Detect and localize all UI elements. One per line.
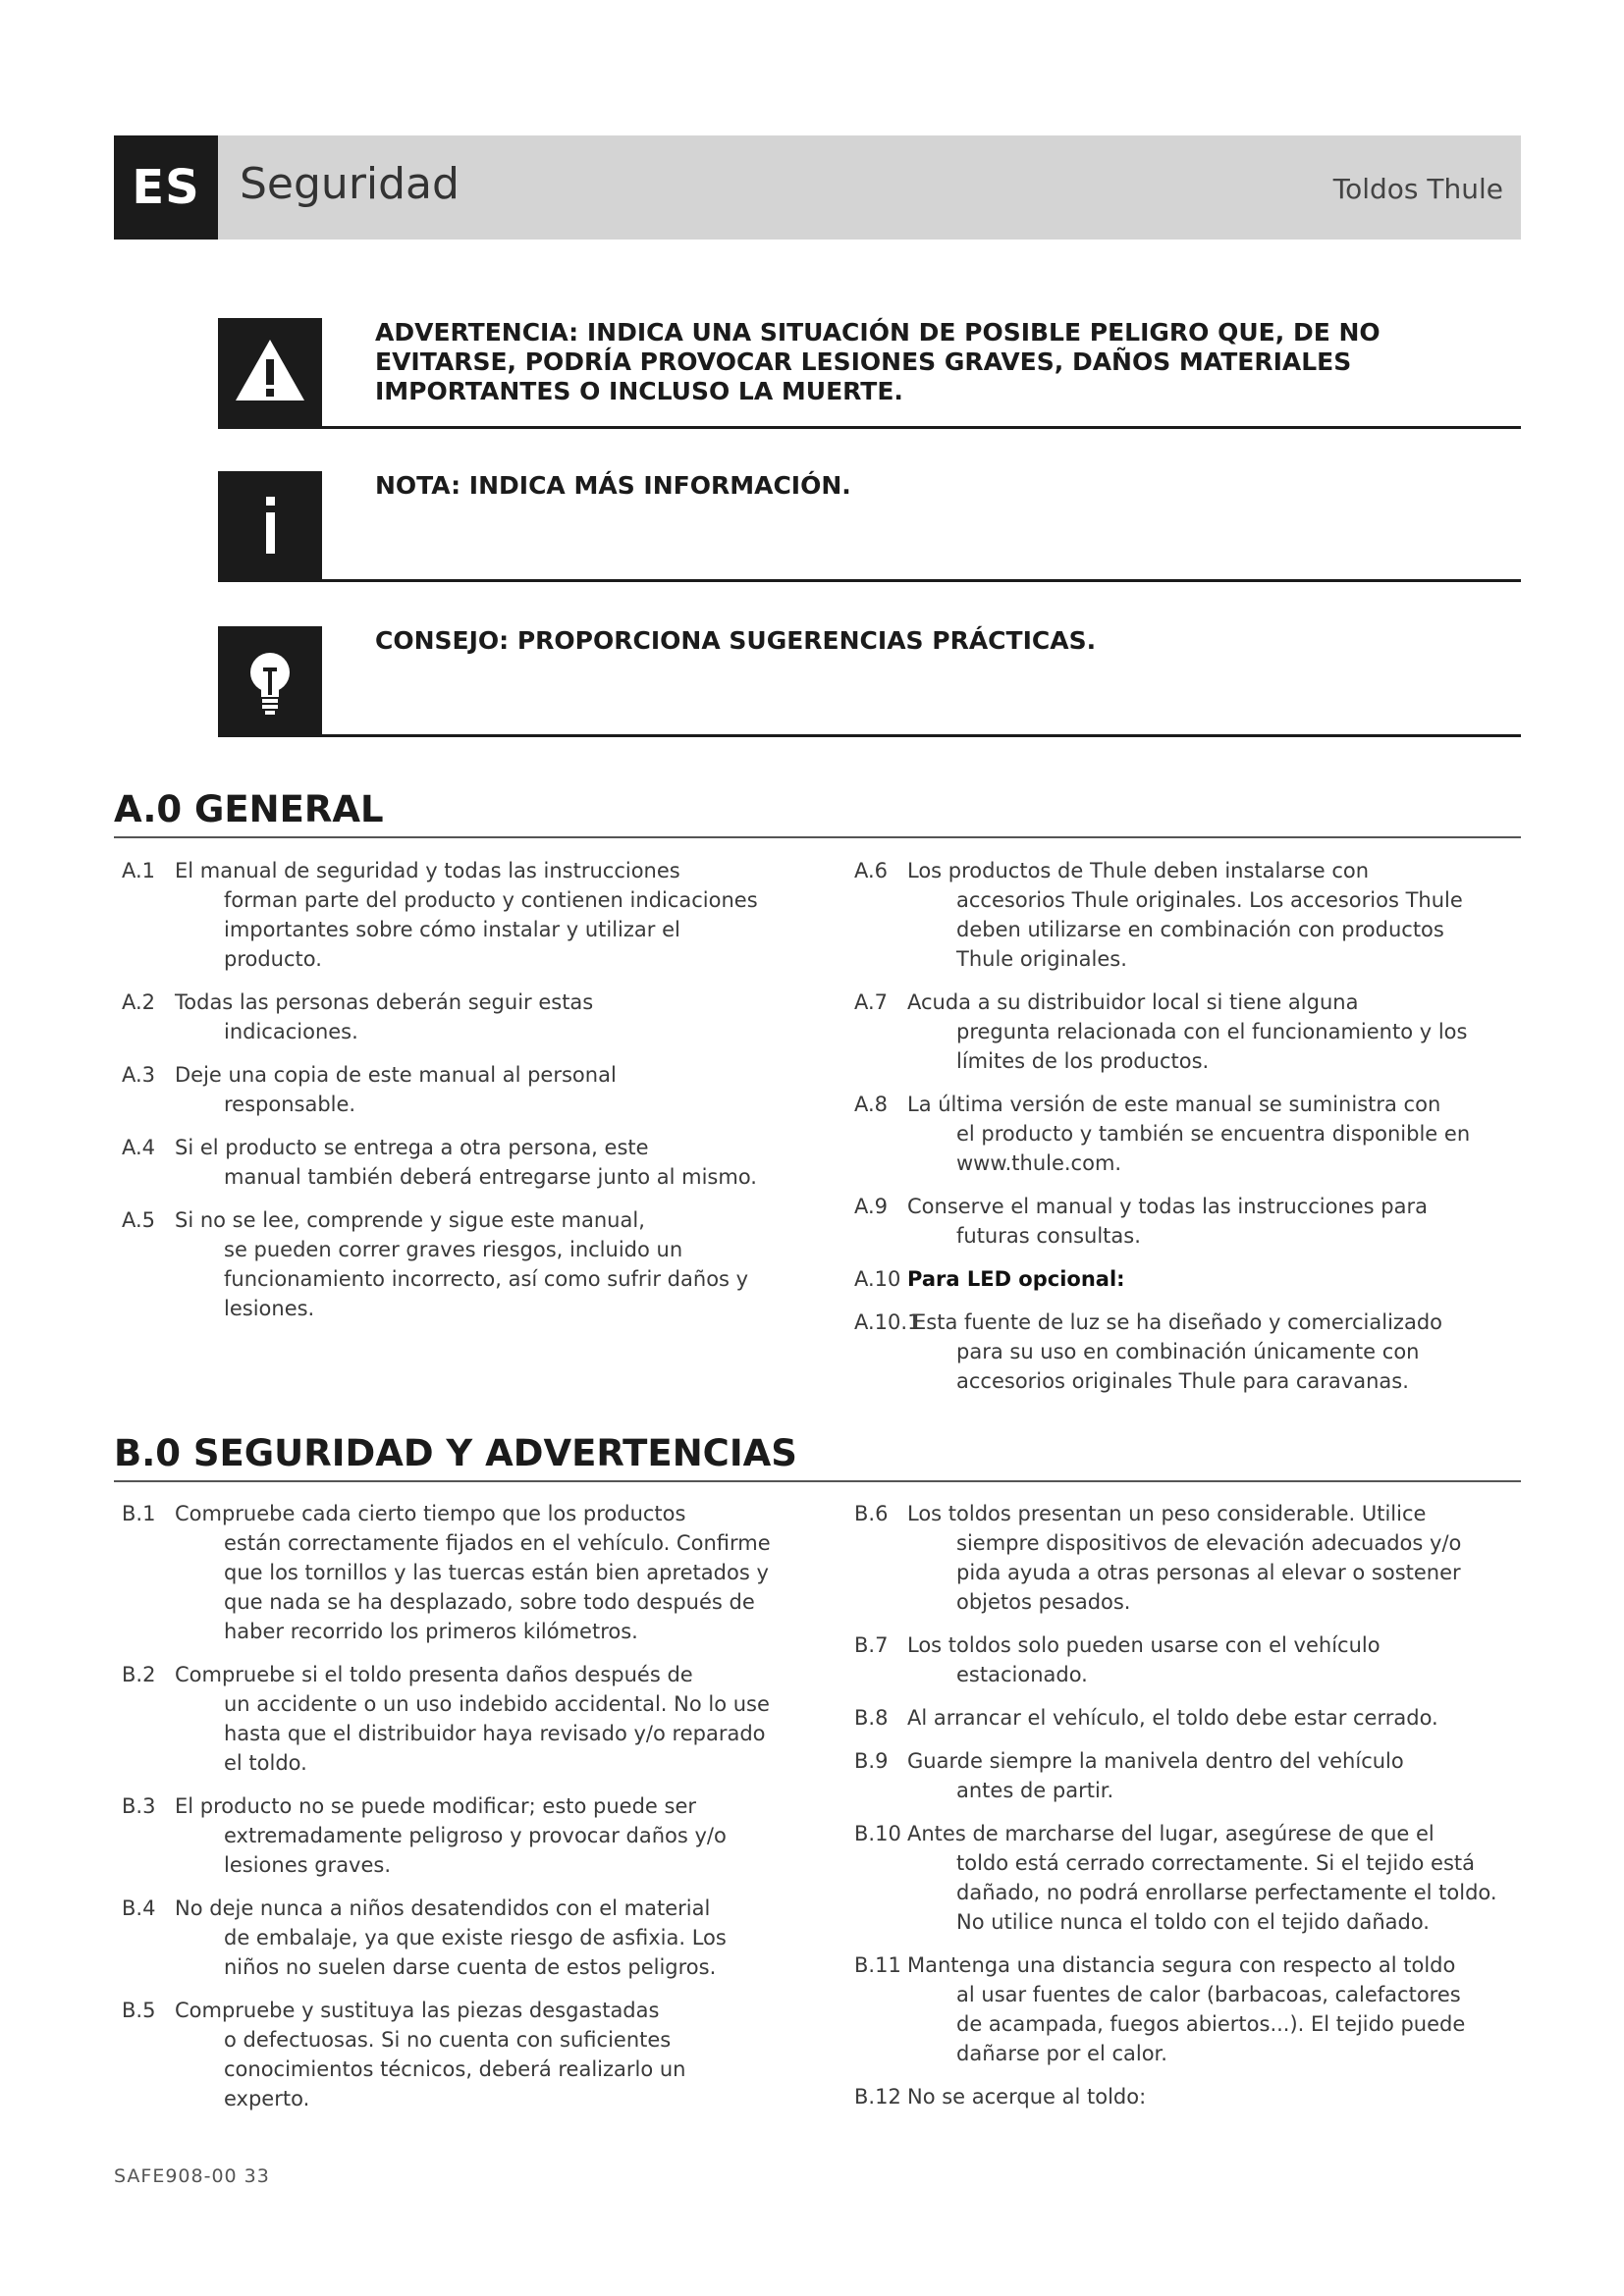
tip-text: CONSEJO: PROPORCIONA SUGERENCIAS PRÁCTICAS. [375,626,1097,655]
item-text-continuation: haber recorrido los primeros kilómetros. [224,1620,638,1643]
section-b-title: B.0 SEGURIDAD Y ADVERTENCIAS [114,1432,797,1474]
item-text-continuation: que los tornillos y las tuercas están bien apretados y [224,1561,769,1584]
item-text: El producto no se puede modificar; esto puede ser [175,1794,697,1818]
item-text: Acuda a su distribuidor local si tiene alguna [907,990,1359,1014]
item-number: B.2 [122,1663,156,1686]
list-item [854,856,1522,974]
item-text-continuation: el toldo. [224,1751,307,1775]
section-a-left-column [122,856,809,1337]
item-number: A.8 [854,1093,889,1116]
item-number: A.5 [122,1208,156,1232]
item-text-continuation: estacionado. [956,1663,1088,1686]
item-text: El manual de seguridad y todas las instrucciones [175,859,680,882]
section-b-right-column [854,1499,1522,2125]
list-item [122,856,809,974]
item-text-continuation: lesiones. [224,1297,315,1320]
item-text: Si no se lee, comprende y sigue este manual, [175,1208,645,1232]
list-item [854,1950,1522,2068]
tip-notice [218,626,1521,737]
item-text-continuation: extremadamente peligroso y provocar daños y/o [224,1824,727,1847]
item-text-continuation: accesorios originales Thule para caravanas. [956,1369,1409,1393]
item-text-continuation: toldo está cerrado correctamente. Si el tejido está [956,1851,1475,1875]
page-header [114,135,1521,240]
info-text: NOTA: INDICA MÁS INFORMACIÓN. [375,471,851,500]
list-item [122,1133,809,1192]
section-b-heading [114,1432,1521,1482]
item-number: A.3 [122,1063,156,1087]
list-item [122,1791,809,1880]
list-item [854,1090,1522,1178]
item-text-continuation: www.thule.com. [956,1151,1122,1175]
item-text-continuation: de acampada, fuegos abiertos...). El tejido puede [956,2012,1466,2036]
item-number: A.6 [854,859,889,882]
section-a-title: A.0 GENERAL [114,788,384,830]
item-text-continuation: límites de los productos. [956,1049,1210,1073]
item-text: Guarde siempre la manivela dentro del vehículo [907,1749,1404,1773]
item-text-continuation: accesorios Thule originales. Los accesorios Thule [956,888,1463,912]
item-number: B.4 [122,1896,156,1920]
item-text: Compruebe si el toldo presenta daños después de [175,1663,693,1686]
item-text-continuation: Thule originales. [956,947,1127,971]
item-number: B.9 [854,1749,889,1773]
item-text-continuation: No utilice nunca el toldo con el tejido dañado. [956,1910,1430,1934]
list-item [122,1660,809,1778]
info-notice [218,471,1521,582]
item-text: Los productos de Thule deben instalarse con [907,859,1370,882]
list-item [854,1499,1522,1617]
item-text-continuation: lesiones graves. [224,1853,392,1877]
list-item [854,988,1522,1076]
item-number: B.3 [122,1794,156,1818]
item-text-continuation: el producto y también se encuentra disponible en [956,1122,1471,1146]
item-text-continuation: indicaciones. [224,1020,358,1043]
item-text-continuation: dañado, no podrá enrollarse perfectamente el toldo. [956,1881,1497,1904]
item-text-continuation: pregunta relacionada con el funcionamiento y los [956,1020,1468,1043]
item-text: Mantenga una distancia segura con respecto al toldo [907,1953,1456,1977]
item-text: Esta fuente de luz se ha diseñado y comercializado [913,1310,1442,1334]
list-item [854,1630,1522,1689]
item-text-continuation: antes de partir. [956,1779,1114,1802]
list-item [122,1996,809,2113]
item-number: A.10.1 [854,1310,921,1334]
list-item [854,1819,1522,1937]
item-number: A.1 [122,859,156,882]
item-text-continuation: forman parte del producto y contienen indicaciones [224,888,758,912]
page-title: Seguridad [240,159,460,209]
product-name: Toldos Thule [1332,173,1503,205]
item-text-continuation: para su uso en combinación únicamente con [956,1340,1420,1363]
item-text-continuation: deben utilizarse en combinación con productos [956,918,1444,941]
item-text: No se acerque al toldo: [907,2085,1147,2109]
item-text-continuation: objetos pesados. [956,1590,1131,1614]
section-a-right-column [854,856,1522,1410]
lightbulb-icon [218,626,322,734]
item-text-continuation: dañarse por el calor. [956,2042,1167,2065]
item-text-continuation: importantes sobre cómo instalar y utilizar el [224,918,680,941]
item-text-continuation: que nada se ha desplazado, sobre todo después de [224,1590,755,1614]
warning-notice [218,318,1521,429]
item-text-continuation: un accidente o un uso indebido accidental. No lo use [224,1692,770,1716]
item-text-continuation: conocimientos técnicos, deberá realizarlo un [224,2057,686,2081]
item-text-continuation: manual también deberá entregarse junto al mismo. [224,1165,757,1189]
item-text-continuation: funcionamiento incorrecto, así como sufrir daños y [224,1267,749,1291]
item-text-continuation: se pueden correr graves riesgos, incluido un [224,1238,683,1261]
item-text: Los toldos presentan un peso considerable. Utilice [907,1502,1427,1525]
list-item [122,1205,809,1323]
item-number: B.10 [854,1822,901,1845]
language-badge: ES [114,135,218,240]
item-text: No deje nunca a niños desatendidos con el material [175,1896,711,1920]
item-text: Antes de marcharse del lugar, asegúrese de que el [907,1822,1435,1845]
item-text-continuation: al usar fuentes de calor (barbacoas, calefactores [956,1983,1461,2006]
section-b-left-column [122,1499,809,2127]
item-number: B.7 [854,1633,889,1657]
item-number: B.1 [122,1502,156,1525]
list-item [122,1499,809,1646]
item-text-continuation: producto. [224,947,322,971]
item-number: B.6 [854,1502,889,1525]
item-number: A.9 [854,1195,889,1218]
item-text: Compruebe y sustituya las piezas desgastadas [175,1999,660,2022]
item-text-continuation: siempre dispositivos de elevación adecuados y/o [956,1531,1462,1555]
item-text-continuation: de embalaje, ya que existe riesgo de asfixia. Los [224,1926,727,1949]
item-text-continuation: o defectuosas. Si no cuenta con suficientes [224,2028,672,2052]
item-number: A.2 [122,990,156,1014]
item-number: B.12 [854,2085,901,2109]
item-text-continuation: hasta que el distribuidor haya revisado y/o reparado [224,1722,766,1745]
warning-icon [218,318,322,426]
item-text: Para LED opcional: [907,1267,1125,1291]
item-text: Deje una copia de este manual al personal [175,1063,617,1087]
item-text: Al arrancar el vehículo, el toldo debe estar cerrado. [907,1706,1438,1730]
list-item [854,1264,1522,1294]
list-item [122,1894,809,1982]
item-number: A.10 [854,1267,901,1291]
item-number: A.7 [854,990,889,1014]
info-icon [218,471,322,579]
list-item [854,1703,1522,1733]
list-item [122,1060,809,1119]
item-number: B.8 [854,1706,889,1730]
item-text: La última versión de este manual se suministra con [907,1093,1441,1116]
item-text: Compruebe cada cierto tiempo que los productos [175,1502,686,1525]
section-a-heading [114,788,1521,838]
item-text-continuation: responsable. [224,1093,356,1116]
list-item [854,1746,1522,1805]
item-text-continuation: futuras consultas. [956,1224,1141,1248]
item-text: Conserve el manual y todas las instrucciones para [907,1195,1428,1218]
list-item [854,2082,1522,2111]
item-text-continuation: experto. [224,2087,310,2110]
item-text-continuation: niños no suelen darse cuenta de estos peligros. [224,1955,717,1979]
list-item [122,988,809,1046]
item-number: A.4 [122,1136,156,1159]
list-item [854,1308,1522,1396]
item-number: B.11 [854,1953,901,1977]
item-text-continuation: están correctamente fijados en el vehículo. Confirme [224,1531,771,1555]
item-text-continuation: pida ayuda a otras personas al elevar o sostener [956,1561,1461,1584]
footer-code: SAFE908-00 33 [114,2165,270,2187]
warning-text: ADVERTENCIA: INDICA UNA SITUACIÓN DE POSIBLE PELIGRO QUE, DE NO EVITARSE, PODRÍA PROVOCAR LESIONES GRAVES, DAÑOS MATERIALES IMPORTANTES O INCLUSO LA MUERTE. [375,318,1380,405]
item-text: Si el producto se entrega a otra persona, este [175,1136,649,1159]
item-text: Todas las personas deberán seguir estas [175,990,594,1014]
list-item [854,1192,1522,1251]
item-text: Los toldos solo pueden usarse con el vehículo [907,1633,1380,1657]
item-number: B.5 [122,1999,156,2022]
